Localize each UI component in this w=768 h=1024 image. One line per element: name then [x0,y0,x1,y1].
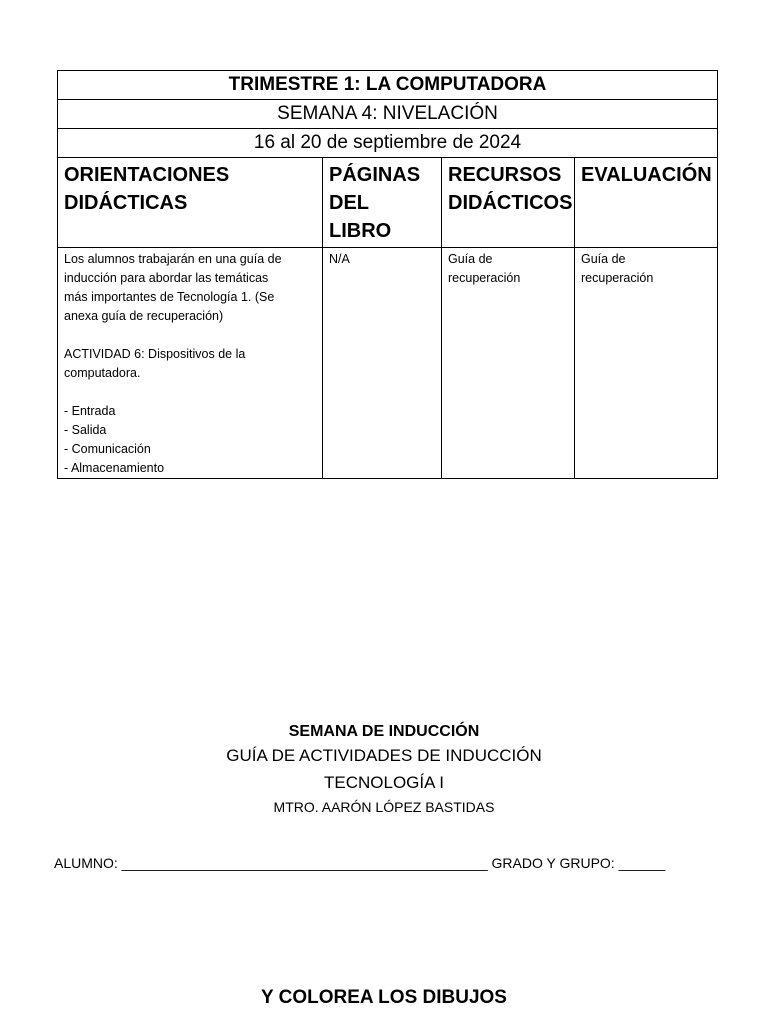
paragraph-gap [64,326,316,345]
activity-heading: Y COLOREA LOS DIBUJOS [261,987,507,1008]
orientaciones-line: anexa guía de recuperación) [64,309,224,323]
paragraph-gap [64,383,316,402]
recursos-cell [442,248,575,479]
trimester-title: TRIMESTRE 1: LA COMPUTADORA [58,71,718,100]
header-orientaciones [58,158,323,248]
week-title: SEMANA 4: NIVELACIÓN [58,100,718,129]
header-paginas-line: DEL LIBRO [329,192,392,242]
orientaciones-line: computadora. [64,366,141,380]
table-row [58,248,718,479]
header-evaluacion-line: EVALUACIÓN [581,164,712,186]
paginas-value: N/A [329,252,350,266]
evaluacion-line: recuperación [581,271,654,285]
recursos-line: Guía de [448,252,493,266]
paginas-cell [323,248,442,479]
table-dates-row [58,129,718,158]
date-range: 16 al 20 de septiembre de 2024 [58,129,718,158]
orientaciones-line: - Almacenamiento [64,461,165,475]
evaluacion-cell [575,248,718,479]
recursos-line: recuperación [448,271,521,285]
orientaciones-line: Los alumnos trabajarán en una guía de [64,252,282,266]
orientaciones-line: - Entrada [64,404,116,418]
orientaciones-cell [58,248,323,479]
header-recursos-line: RECURSOS [448,164,562,186]
header-paginas [323,158,442,248]
orientaciones-line: - Salida [64,423,107,437]
lesson-plan-table [57,70,718,479]
header-orientaciones-line: DIDÁCTICAS [64,192,188,214]
cover-guide-title: GUÍA DE ACTIVIDADES DE INDUCCIÓN [226,746,542,765]
orientaciones-line: inducción para abordar las temáticas [64,271,269,285]
student-name-line: ALUMNO: _______________________________________________ GRADO Y GRUPO: ______ [54,855,666,871]
cover-teacher: MTRO. AARÓN LÓPEZ BASTIDAS [273,799,495,815]
header-recursos [442,158,575,248]
orientaciones-line: ACTIVIDAD 6: Dispositivos de la [64,347,246,361]
header-recursos-line: DIDÁCTICOS [448,192,573,214]
evaluacion-line: Guía de [581,252,626,266]
orientaciones-line: más importantes de Tecnología 1. (Se [64,290,275,304]
table-title-row [58,71,718,100]
table-header-row [58,158,718,248]
cover-title: SEMANA DE INDUCCIÓN [288,723,480,740]
cover-subject: TECNOLOGÍA I [324,773,444,792]
header-paginas-line: PÁGINAS [329,164,421,186]
header-evaluacion [575,158,718,248]
table-week-row [58,100,718,129]
header-orientaciones-line: ORIENTACIONES [64,164,230,186]
orientaciones-line: - Comunicación [64,442,151,456]
